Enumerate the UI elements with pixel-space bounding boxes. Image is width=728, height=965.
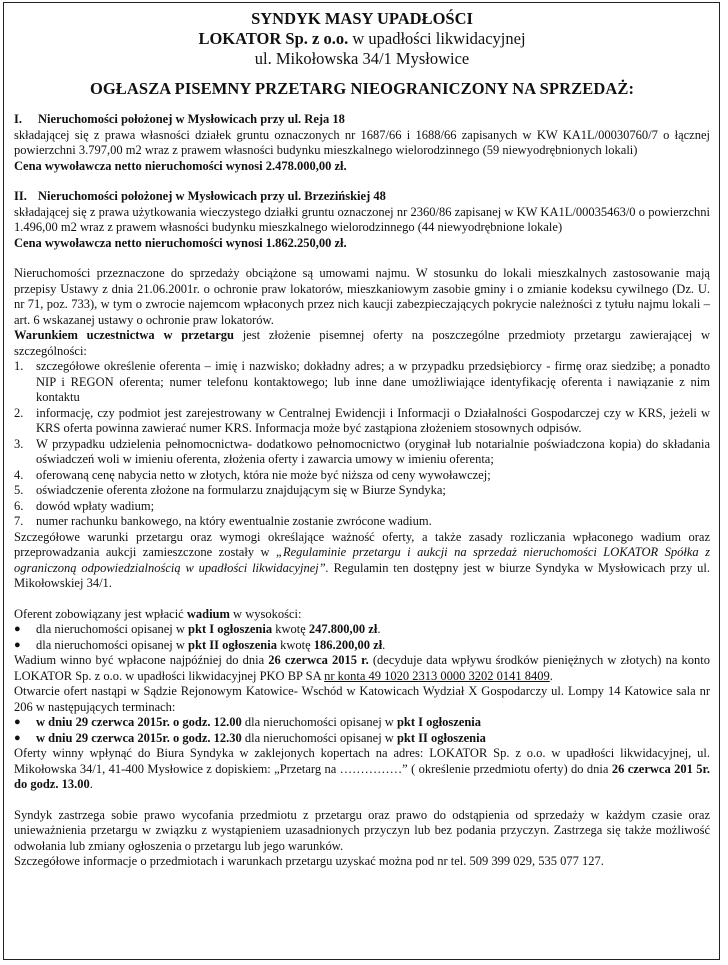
header-line-2: LOKATOR Sp. z o.o. w upadłości likwidacyjnej [198,29,526,48]
list-item: 6. dowód wpłaty wadium; [14,498,155,513]
closing-section [14,808,710,870]
list-item: 4. oferowaną cenę nabycia netto w złotych, która nie może być niższa od ceny wywoławczej; [14,467,491,482]
section-1-heading: I. Nieruchomości położonej w Mysłowicach przy ul. Reja 18 [14,112,345,126]
section-2-body: składającej się z prawa użytkowania wieczystego działki gruntu oznaczonej nr 2360/86 zapisanej w KW KA1L/00035463/0 o powierzchni 1.496,00 m2 wraz z prawem własności budynku mieszkalnego wielorodzinnego (44 niewyodrębnione lokale) [14,204,710,234]
opening-paragraph: Otwarcie ofert nastąpi w Sądzie Rejonowym Katowice- Wschód w Katowicach Wydział X Gospodarczy ul. Lompy 14 Katowice sala nr 206 w następujących terminach: [14,684,710,714]
opening-terms-list [14,715,710,746]
auction-notice [3,2,720,960]
list-item: ● dla nieruchomości opisanej w pkt II ogłoszenia kwotę 186.200,00 zł. [14,637,386,652]
wadium-list [14,622,710,653]
section-1-price: Cena wywoławcza netto nieruchomości wynosi 2.478.000,00 zł. [14,158,347,173]
participation-paragraph: Warunkiem uczestnictwa w przetargu jest złożenie pisemnej oferty na poszczególne przedmioty przetargu zawierającej w szczególności: [14,328,710,358]
list-item: ● w dniu 29 czerwca 2015r. o godz. 12.00 dla nieruchomości opisanej w pkt I ogłoszenia [14,715,481,729]
conditions [14,266,710,592]
wadium-deadline: Wadium winno być wpłacone najpóźniej do dnia 26 czerwca 2015 r. (decyduje data wpływu środków pieniężnych w złotych) na konto LOKATOR Sp. z o.o. w upadłości likwidacyjnej PKO BP SA nr konta 49 1020 2313 0000 3202 0141 8409. [14,653,710,683]
notice-header [14,9,710,69]
header-line-3: ul. Mikołowska 34/1 Mysłowice [254,49,470,68]
submission-paragraph: Oferty winny wpłynąć do Biura Syndyka w zaklejonych kopertach na adres: LOKATOR Sp. z o.o. w upadłości likwidacyjnej, ul. Mikołowska 34/1, 41-400 Mysłowice z dopiskiem: „Przetarg na ……………” ( określenie przedmiotu oferty) do dnia 26 czerwca 201 5r. do godz. 13.00. [14,746,710,791]
closing-paragraph-2: Szczegółowe informacje o przedmiotach i warunkach przetargu uzyskać można pod nr tel. 509 399 029, 535 077 127. [14,854,604,868]
list-item: ● w dniu 29 czerwca 2015r. o godz. 12.30 dla nieruchomości opisanej w pkt II ogłoszenia [14,730,486,745]
list-item: 5. oświadczenie oferenta złożone na formularzu znajdującym się w Biurze Syndyka; [14,483,446,497]
bank-account-number: nr konta 49 1020 2313 0000 3202 0141 8409 [324,668,550,683]
list-item: ● dla nieruchomości opisanej w pkt I ogłoszenia kwotę 247.800,00 zł. [14,622,381,636]
closing-paragraph-1: Syndyk zastrzega sobie prawo wycofania przedmiotu z przetargu oraz prawo do odstąpienia od sprzedaży w każdym czasie oraz unieważnienia przetargu w związku z wystąpieniem uzasadnionych przyczyn lub bez podania przyczyn. Zastrzega się także możliwość odwołania lub zmiany ogłoszenia o przetargu lub jego warunków. [14,807,710,853]
wadium-intro: Oferent zobowiązany jest wpłacić wadium w wysokości: [14,606,302,621]
section-2-price: Cena wywoławcza netto nieruchomości wynosi 1.862.250,00 zł. [14,235,347,250]
requirements-list [14,359,710,530]
list-item: 1. szczegółowe określenie oferenta – imię i nazwisko; dokładny adres; a w przypadku przedsiębiorcy - firmę oraz siedzibę; a ponadto NIP i REGON oferenta; numer telefonu kontaktowego; lub inne dane umożliwiające identyfikację oferenta i nawiązanie z nim kontaktu [14,359,710,404]
section-1-body: składającej się z prawa własności działek gruntu oznaczonych nr 1687/66 i 1688/66 zapisanych w KW KA1L/00030760/7 o łącznej powierzchni 3.797,00 m2 wraz z prawem własności budynku mieszkalnego wielorodzinnego (59 niewyodrębnionych lokali) [14,127,710,157]
header-line-1: SYNDYK MASY UPADŁOŚCI [251,9,473,28]
section-2 [14,189,710,251]
notice-title: OGŁASZA PISEMNY PRZETARG NIEOGRANICZONY NA SPRZEDAŻ: [89,79,635,98]
list-item: 3. W przypadku udzielenia pełnomocnictwa- dodatkowo pełnomocnictwo (oryginał lub notarialnie poświadczona kopia) do składania oświadczeń woli w imieniu oferenta, złożenia oferty i zawarcia umowy w imieniu oferenta; [14,436,710,466]
list-item: 2. informację, czy podmiot jest zarejestrowany w Centralnej Ewidencji i Informacji o Działalności Gospodarczej czy w KRS, jeżeli w KRS oferta powinna zawierać numer KRS. Informacja może być zastąpiona złożeniem stosownych odpisów. [14,405,710,435]
list-item: 7. numer rachunku bankowego, na który ewentualnie zostanie zwrócone wadium. [14,514,432,528]
section-1 [14,112,710,174]
section-2-heading: II. Nieruchomości położonej w Mysłowicach przy ul. Brzezińskiej 48 [14,189,386,203]
rules-paragraph: Szczegółowe warunki przetargu oraz wymogi określające ważność oferty, a także zasady rozliczania wpłaconego wadium oraz przeprowadzania aukcji zamieszczone zostały w „Regulaminie przetargu i aukcji na sprzedaż nieruchomości LOKATOR Spółka z ograniczoną odpowiedzialnością w upadłości likwidacyjnej”. Regulamin ten dostępny jest w biurze Syndyka w Mysłowicach przy ul. Mikołowskiej 34/1. [14,529,710,590]
wadium-section [14,607,710,793]
conditions-intro: Nieruchomości przeznaczone do sprzedaży obciążone są umowami najmu. W stosunku do lokali mieszkalnych zastosowanie mają przepisy Ustawy z dnia 21.06.2001r. o ochronie praw lokatorów, mieszkaniowym zasobie gminy i o zmianie kodeksu cywilnego (Dz. U. nr 71, poz. 733), w tym o zwrocie najemcom wpłaconych przez nich kaucji zabezpieczających pokrycie należności z tytułu najmu lokali – art. 6 wskazanej ustawy o ochronie praw lokatorów. [14,266,710,327]
